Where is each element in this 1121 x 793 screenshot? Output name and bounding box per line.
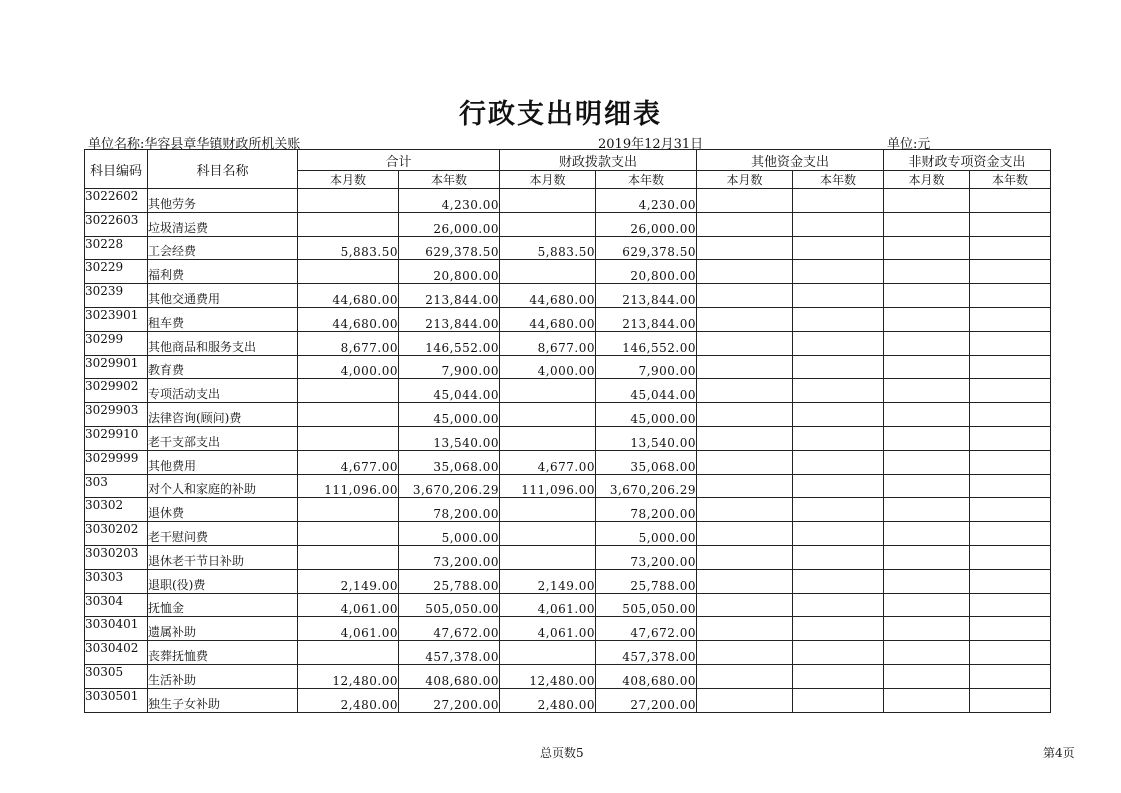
cell-nonfiscal-month [884,522,970,546]
cell-fiscal-year: 457,378.00 [596,641,697,665]
cell-code: 303 [85,474,148,498]
cell-total-month [298,522,399,546]
cell-total-month: 4,061.00 [298,617,399,641]
cell-fiscal-month: 4,677.00 [500,450,596,474]
cell-fiscal-year: 78,200.00 [596,498,697,522]
table-row [85,474,1051,498]
cell-name: 其他劳务 [148,189,298,213]
cell-total-year: 3,670,206.29 [399,474,500,498]
table-body [85,189,1051,713]
cell-other-month [697,450,793,474]
cell-nonfiscal-month [884,260,970,284]
cell-total-year: 146,552.00 [399,331,500,355]
cell-nonfiscal-year [970,284,1051,308]
cell-total-year: 26,000.00 [399,212,500,236]
cell-total-year: 25,788.00 [399,569,500,593]
cell-total-month: 2,149.00 [298,569,399,593]
table-row [85,403,1051,427]
cell-nonfiscal-year [970,189,1051,213]
header-fiscal-year: 本年数 [596,171,697,189]
cell-nonfiscal-month [884,641,970,665]
cell-other-year [793,236,884,260]
report-date: 2019年12月31日 [598,137,704,152]
cell-total-month: 5,883.50 [298,236,399,260]
cell-code: 3030202 [85,522,148,546]
cell-other-year [793,403,884,427]
cell-total-month [298,260,399,284]
cell-fiscal-month: 44,680.00 [500,307,596,331]
cell-total-year: 27,200.00 [399,688,500,712]
cell-other-year [793,260,884,284]
cell-fiscal-month: 2,480.00 [500,688,596,712]
cell-other-month [697,474,793,498]
cell-fiscal-month: 12,480.00 [500,664,596,688]
table-row [85,284,1051,308]
cell-nonfiscal-month [884,331,970,355]
cell-name: 教育费 [148,355,298,379]
cell-code: 3023901 [85,307,148,331]
cell-other-month [697,617,793,641]
cell-total-month: 4,677.00 [298,450,399,474]
cell-code: 3022602 [85,189,148,213]
header-other-month: 本月数 [697,171,793,189]
cell-fiscal-month [500,641,596,665]
cell-name: 丧葬抚恤费 [148,641,298,665]
cell-nonfiscal-month [884,688,970,712]
header-group-total: 合计 [298,150,500,171]
table-row [85,593,1051,617]
cell-fiscal-year: 26,000.00 [596,212,697,236]
cell-code: 3029999 [85,450,148,474]
table-row [85,641,1051,665]
cell-other-year [793,617,884,641]
cell-nonfiscal-year [970,498,1051,522]
cell-fiscal-month [500,379,596,403]
cell-other-month [697,522,793,546]
cell-nonfiscal-month [884,545,970,569]
cell-code: 3030402 [85,641,148,665]
cell-total-year: 5,000.00 [399,522,500,546]
cell-other-month [697,236,793,260]
cell-nonfiscal-year [970,688,1051,712]
cell-name: 独生子女补助 [148,688,298,712]
cell-nonfiscal-year [970,522,1051,546]
cell-nonfiscal-month [884,403,970,427]
cell-other-year [793,474,884,498]
cell-total-year: 20,800.00 [399,260,500,284]
header-fiscal-month: 本月数 [500,171,596,189]
total-pages: 总页数5 [540,746,584,760]
cell-other-year [793,569,884,593]
cell-name: 其他交通费用 [148,284,298,308]
cell-nonfiscal-month [884,236,970,260]
cell-fiscal-year: 45,044.00 [596,379,697,403]
cell-name: 其他商品和服务支出 [148,331,298,355]
cell-other-month [697,664,793,688]
cell-name: 垃圾清运费 [148,212,298,236]
cell-code: 3022603 [85,212,148,236]
table-row [85,569,1051,593]
cell-other-month [697,498,793,522]
cell-code: 30304 [85,593,148,617]
table-row [85,450,1051,474]
header-group-fiscal: 财政拨款支出 [500,150,697,171]
unit-name-label: 单位名称:华容县章华镇财政所机关账 [88,137,301,152]
cell-total-month [298,426,399,450]
cell-fiscal-month: 8,677.00 [500,331,596,355]
header-total-month: 本月数 [298,171,399,189]
cell-fiscal-year: 27,200.00 [596,688,697,712]
cell-name: 租车费 [148,307,298,331]
cell-other-month [697,331,793,355]
cell-name: 退休费 [148,498,298,522]
cell-nonfiscal-month [884,189,970,213]
cell-other-month [697,212,793,236]
cell-total-month [298,641,399,665]
cell-other-year [793,284,884,308]
cell-nonfiscal-year [970,593,1051,617]
cell-nonfiscal-year [970,426,1051,450]
cell-fiscal-month [500,403,596,427]
cell-other-month [697,641,793,665]
table-row [85,545,1051,569]
cell-fiscal-year: 7,900.00 [596,355,697,379]
cell-nonfiscal-month [884,474,970,498]
cell-other-year [793,212,884,236]
cell-name: 对个人和家庭的补助 [148,474,298,498]
cell-code: 30302 [85,498,148,522]
cell-nonfiscal-month [884,450,970,474]
cell-total-year: 213,844.00 [399,307,500,331]
cell-name: 老干慰问费 [148,522,298,546]
cell-name: 退休老干节日补助 [148,545,298,569]
cell-other-month [697,545,793,569]
cell-total-year: 45,000.00 [399,403,500,427]
cell-nonfiscal-year [970,545,1051,569]
cell-nonfiscal-year [970,641,1051,665]
cell-other-month [697,189,793,213]
table-row [85,331,1051,355]
header-total-year: 本年数 [399,171,500,189]
cell-code: 30229 [85,260,148,284]
cell-other-year [793,379,884,403]
cell-code: 30228 [85,236,148,260]
cell-total-year: 505,050.00 [399,593,500,617]
cell-other-year [793,189,884,213]
cell-name: 其他费用 [148,450,298,474]
table-row [85,664,1051,688]
cell-nonfiscal-year [970,664,1051,688]
header-code: 科目编码 [85,150,148,189]
cell-total-year: 73,200.00 [399,545,500,569]
cell-fiscal-year: 4,230.00 [596,189,697,213]
table-row [85,688,1051,712]
table-row [85,522,1051,546]
cell-code: 30303 [85,569,148,593]
cell-total-month [298,379,399,403]
cell-other-year [793,355,884,379]
header-nonfiscal-month: 本月数 [884,171,970,189]
cell-fiscal-year: 5,000.00 [596,522,697,546]
cell-code: 3029901 [85,355,148,379]
cell-other-year [793,498,884,522]
cell-fiscal-month [500,522,596,546]
cell-total-month: 4,061.00 [298,593,399,617]
cell-name: 生活补助 [148,664,298,688]
cell-total-year: 213,844.00 [399,284,500,308]
cell-fiscal-month [500,426,596,450]
cell-fiscal-year: 25,788.00 [596,569,697,593]
page-number: 第4页 [1043,746,1075,760]
cell-other-year [793,664,884,688]
cell-fiscal-month: 4,061.00 [500,593,596,617]
cell-nonfiscal-year [970,260,1051,284]
cell-code: 3029910 [85,426,148,450]
cell-total-month: 4,000.00 [298,355,399,379]
header-name: 科目名称 [148,150,298,189]
cell-other-year [793,331,884,355]
cell-total-month: 2,480.00 [298,688,399,712]
cell-other-month [697,688,793,712]
cell-total-month: 111,096.00 [298,474,399,498]
cell-nonfiscal-year [970,355,1051,379]
cell-fiscal-month: 2,149.00 [500,569,596,593]
cell-other-year [793,307,884,331]
cell-fiscal-year: 45,000.00 [596,403,697,427]
cell-fiscal-month: 4,000.00 [500,355,596,379]
cell-code: 3030501 [85,688,148,712]
cell-total-month: 44,680.00 [298,307,399,331]
cell-fiscal-month [500,212,596,236]
cell-fiscal-month: 5,883.50 [500,236,596,260]
expenditure-table [84,149,1051,713]
cell-other-month [697,355,793,379]
cell-total-year: 13,540.00 [399,426,500,450]
cell-code: 3030401 [85,617,148,641]
cell-fiscal-year: 47,672.00 [596,617,697,641]
cell-nonfiscal-month [884,355,970,379]
cell-total-year: 7,900.00 [399,355,500,379]
cell-other-year [793,688,884,712]
cell-other-year [793,641,884,665]
cell-nonfiscal-year [970,617,1051,641]
table-row [85,260,1051,284]
table-row [85,498,1051,522]
cell-fiscal-year: 629,378.50 [596,236,697,260]
cell-total-year: 47,672.00 [399,617,500,641]
cell-other-month [697,284,793,308]
cell-nonfiscal-year [970,474,1051,498]
cell-fiscal-month [500,189,596,213]
cell-name: 工会经费 [148,236,298,260]
cell-nonfiscal-month [884,498,970,522]
cell-fiscal-month [500,260,596,284]
cell-nonfiscal-month [884,379,970,403]
cell-total-year: 35,068.00 [399,450,500,474]
cell-nonfiscal-month [884,212,970,236]
table-row [85,212,1051,236]
cell-nonfiscal-month [884,307,970,331]
cell-nonfiscal-month [884,426,970,450]
cell-total-month: 12,480.00 [298,664,399,688]
table-row [85,189,1051,213]
cell-code: 30305 [85,664,148,688]
cell-code: 3029903 [85,403,148,427]
cell-fiscal-year: 505,050.00 [596,593,697,617]
cell-name: 老干支部支出 [148,426,298,450]
cell-other-month [697,426,793,450]
table-row [85,307,1051,331]
cell-code: 3030203 [85,545,148,569]
cell-name: 遗属补助 [148,617,298,641]
cell-code: 30239 [85,284,148,308]
cell-nonfiscal-month [884,284,970,308]
cell-other-year [793,545,884,569]
cell-nonfiscal-year [970,569,1051,593]
cell-fiscal-year: 13,540.00 [596,426,697,450]
table-row [85,355,1051,379]
header-nonfiscal-year: 本年数 [970,171,1051,189]
cell-total-month [298,189,399,213]
cell-total-month [298,498,399,522]
cell-fiscal-year: 73,200.00 [596,545,697,569]
cell-total-month: 8,677.00 [298,331,399,355]
cell-other-month [697,260,793,284]
cell-other-month [697,307,793,331]
header-group-non-fiscal-special: 非财政专项资金支出 [884,150,1051,171]
cell-nonfiscal-year [970,331,1051,355]
cell-name: 福利费 [148,260,298,284]
cell-fiscal-month: 111,096.00 [500,474,596,498]
cell-fiscal-year: 213,844.00 [596,307,697,331]
cell-total-month: 44,680.00 [298,284,399,308]
cell-nonfiscal-month [884,569,970,593]
cell-nonfiscal-year [970,379,1051,403]
cell-other-month [697,593,793,617]
cell-other-month [697,379,793,403]
table-row [85,236,1051,260]
table-row [85,379,1051,403]
cell-code: 3029902 [85,379,148,403]
cell-fiscal-year: 408,680.00 [596,664,697,688]
cell-total-year: 4,230.00 [399,189,500,213]
cell-other-year [793,593,884,617]
cell-fiscal-month [500,545,596,569]
cell-nonfiscal-year [970,307,1051,331]
currency-unit-label: 单位:元 [887,137,931,152]
cell-name: 抚恤金 [148,593,298,617]
cell-fiscal-year: 3,670,206.29 [596,474,697,498]
cell-nonfiscal-year [970,212,1051,236]
cell-total-month [298,403,399,427]
header-group-other-funds: 其他资金支出 [697,150,884,171]
cell-nonfiscal-month [884,617,970,641]
cell-total-year: 629,378.50 [399,236,500,260]
cell-nonfiscal-month [884,664,970,688]
cell-total-year: 457,378.00 [399,641,500,665]
cell-total-year: 45,044.00 [399,379,500,403]
cell-nonfiscal-year [970,403,1051,427]
cell-name: 法律咨询(顾问)费 [148,403,298,427]
table-row [85,426,1051,450]
cell-name: 退职(役)费 [148,569,298,593]
cell-fiscal-month: 4,061.00 [500,617,596,641]
cell-fiscal-year: 20,800.00 [596,260,697,284]
cell-fiscal-year: 146,552.00 [596,331,697,355]
table-row [85,617,1051,641]
cell-total-month [298,545,399,569]
cell-fiscal-month [500,498,596,522]
cell-other-year [793,450,884,474]
cell-other-month [697,403,793,427]
cell-nonfiscal-month [884,593,970,617]
cell-other-month [697,569,793,593]
cell-name: 专项活动支出 [148,379,298,403]
cell-code: 30299 [85,331,148,355]
cell-fiscal-month: 44,680.00 [500,284,596,308]
page-title: 行政支出明细表 [459,99,662,130]
cell-other-year [793,426,884,450]
cell-nonfiscal-year [970,236,1051,260]
cell-fiscal-year: 213,844.00 [596,284,697,308]
header-other-year: 本年数 [793,171,884,189]
cell-total-month [298,212,399,236]
cell-nonfiscal-year [970,450,1051,474]
cell-other-year [793,522,884,546]
cell-fiscal-year: 35,068.00 [596,450,697,474]
cell-total-year: 408,680.00 [399,664,500,688]
cell-total-year: 78,200.00 [399,498,500,522]
